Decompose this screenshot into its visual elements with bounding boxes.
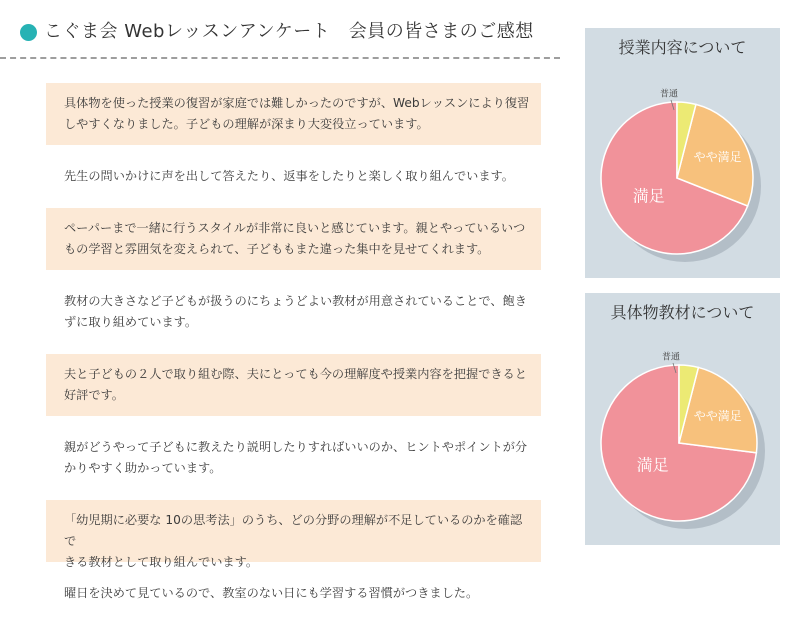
comment-line: かりやすく助かっています。 [64,461,222,475]
pie-slice-label: 満足 [632,186,665,206]
page-title: こぐま会 Webレッスンアンケート 会員の皆さまのご感想 [44,21,534,42]
comment-line: ずに取り組めています。 [64,315,198,329]
comment-item [46,83,541,145]
comment-line: 先生の問いかけに声を出して答えたり、返事をしたりと楽しく取り組んでいます。 [64,169,514,183]
pie-chart-svg [585,28,780,278]
comment-line: もの学習と雰囲気を変えられて、子どももまた違った集中を見せてくれます。 [64,242,490,256]
comment-line: 曜日を決めて見ているので、教室のない日にも学習する習慣がつきました。 [64,586,479,600]
comment-line: ペーパーまで一緒に行うスタイルが非常に良いと感じています。親とやっているいつ [64,221,526,235]
comment-item [46,156,541,197]
pie-slice-label: やや満足 [693,409,742,424]
pie-slice-label: やや満足 [693,149,742,164]
comment-line: 好評です。 [64,388,124,402]
pie-slice-label: 普通 [659,89,679,100]
pie-chart-materials [585,293,780,545]
comment-item [46,500,541,569]
comment-line: 「幼児期に必要な 10の思考法」のうち、どの分野の理解が不足しているのかを確認で [64,513,523,548]
comment-line: 親がどうやって子どもに教えたり説明したりすればいいのか、ヒントやポイントが分 [64,440,528,454]
comment-line: 教材の大きさなど子どもが扱うのにちょうどよい教材が用意されていることで、飽き [64,294,527,308]
chart-title: 具体物教材について [610,303,755,322]
dashed-divider [0,57,560,59]
pie-slice-label: 普通 [661,352,681,363]
comment-item [46,573,541,614]
pie-chart-svg [585,293,780,545]
comment-line: きる教材として取り組んでいます。 [64,555,259,569]
comment-list [46,83,541,625]
comment-item [46,281,541,343]
comment-item [46,354,541,416]
chart-title: 授業内容について [618,38,747,57]
comment-line: 具体物を使った授業の復習が家庭では難しかったのですが、Webレッスンにより復習 [64,96,530,110]
comment-line: しやすくなりました。子どもの理解が深まり大変役立っています。 [64,117,429,131]
comment-item [46,427,541,489]
title-bullet-icon [20,24,37,41]
pie-slice-label: 満足 [636,455,669,475]
comment-item [46,208,541,270]
pie-chart-lesson-content [585,28,780,278]
comment-line: 夫と子どもの２人で取り組む際、夫にとっても今の理解度や授業内容を把握できると [64,367,527,381]
